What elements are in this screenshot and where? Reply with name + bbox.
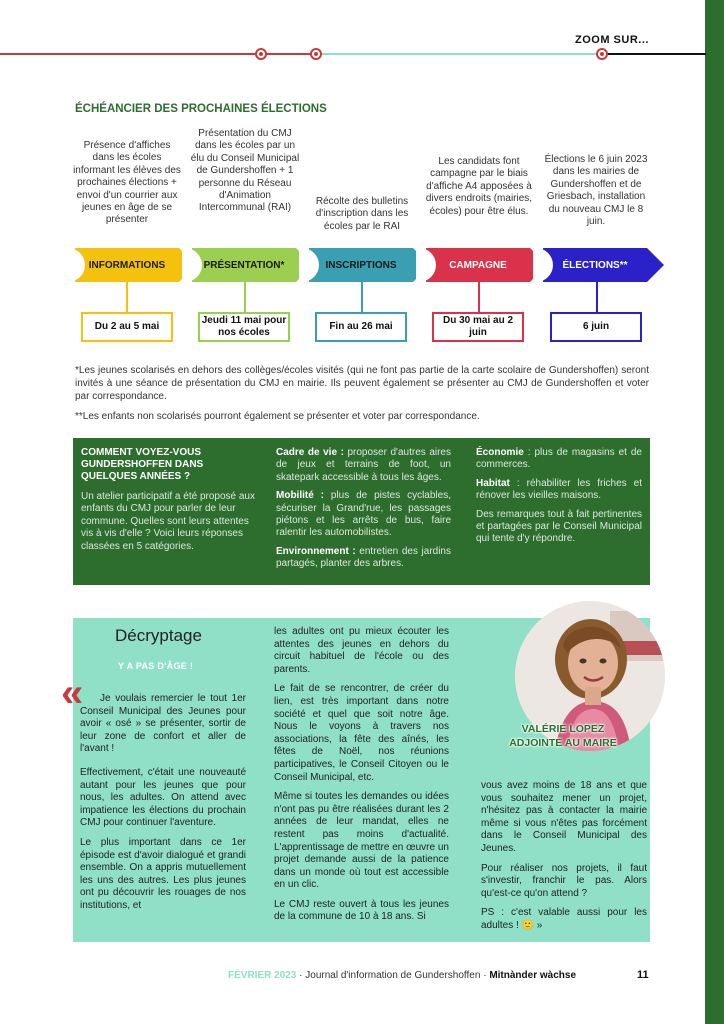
decryptage-column-3 — [481, 780, 647, 940]
step-arrow-inscriptions — [309, 248, 413, 282]
survey-item — [276, 447, 451, 484]
connector-line — [596, 282, 598, 312]
survey-item-text: proposer d'autres aires de jeux et terrains de foot, un skatepark accessible à tous les âges. — [276, 447, 451, 483]
connector-line — [478, 282, 480, 312]
schedule-title: ÉCHÉANCIER DES PROCHAINES ÉLECTIONS — [75, 103, 327, 115]
step-arrow-campagne — [426, 248, 530, 282]
survey-intro: Un atelier participatif a été proposé aux enfants du CMJ pour parler de leur commune. Quelles sont leurs attentes vis à vis d'elle ? Voici leurs réponses classées en 5 catégories. — [81, 491, 255, 552]
survey-item-label: Mobilité : — [276, 490, 324, 502]
author-role: ADJOINTE AU MAIRE — [509, 737, 617, 749]
step-arrow-elections — [543, 248, 647, 282]
survey-item — [476, 447, 642, 472]
step-date: Jeudi 11 mai pour nos écoles — [198, 312, 290, 342]
paragraph: Effectivement, c'était une nouveauté autant pour les jeunes que pour nous, les adultes. On attend avec impatience les élections du prochain CMJ pour continuer l'aventure. — [80, 767, 246, 829]
decryptage-column-2 — [274, 626, 449, 931]
survey-item — [476, 478, 642, 503]
decryptage-subtitle: Y A PAS D'ÂGE ! — [118, 661, 194, 671]
connector-line — [126, 282, 128, 312]
step-date: Fin au 26 mai — [315, 312, 407, 342]
paragraph: Je voulais remercier le tout 1er Conseil Municipal des Jeunes pour avoir « osé » se présenter, sortir de leur zone de confort et aller de l'avant ! — [80, 693, 246, 755]
step-label: ÉLECTIONS** — [562, 259, 628, 271]
step-date: Du 30 mai au 2 juin — [432, 312, 524, 342]
step-label: PRÉSENTATION* — [203, 259, 285, 271]
paragraph: Le fait de se rencontrer, de créer du lien, est très important dans notre société et quel que soit notre âge. Nous le voyons à travers nos associations, la fête des aînés, les fêtes de Noël, nos réunions participatives, le Conseil Citoyen ou le Conseil Municipal, etc. — [274, 683, 449, 783]
step-description: Présentation du CMJ dans les écoles par un élu du Conseil Municipal de Gundershoffen + 1 personne du Réseau d'Animation Intercommunal (RAI) — [190, 128, 300, 214]
header-rule — [317, 53, 602, 55]
paragraph: les adultes ont pu mieux écouter les attentes des jeunes en dehors du circuit habituel de l'école ou des parents. — [274, 626, 449, 675]
survey-item-label: Environnement : — [276, 545, 356, 557]
rule-dot-icon — [310, 48, 322, 60]
survey-item — [276, 546, 451, 571]
author-name: VALÉRIE LOPEZ — [521, 723, 605, 735]
survey-box — [73, 438, 650, 585]
page-footer — [228, 970, 576, 981]
step-date: 6 juin — [550, 312, 642, 342]
step-description: Récolte des bulletins d'inscription dans les écoles par le RAI — [315, 196, 409, 232]
rule-dot-icon — [596, 48, 608, 60]
footer-month: FÉVRIER 2023 — [228, 970, 297, 981]
connector-line — [244, 282, 246, 312]
survey-column — [476, 447, 642, 552]
paragraph: vous avez moins de 18 ans et que vous souhaitez mener un projet, n'hésitez pas à contacter la mairie même si vous n'êtes pas forcément dans le Conseil Municipal des Jeunes. — [481, 780, 647, 854]
author-caption — [498, 722, 628, 750]
arrow-notch — [416, 248, 436, 282]
paragraph: Le plus important dans ce 1er épisode est d'avoir dialogué et grandi ensemble. On a appris mutuellement les uns des autres. Les plus jeunes ont pu découvrir les rouages de nos institutions, et — [80, 836, 246, 911]
quote-open-icon: « — [61, 671, 78, 715]
decryptage-column-1 — [80, 693, 246, 763]
connector-line — [361, 282, 363, 312]
header-rule — [602, 53, 706, 55]
rule-dot-icon — [255, 48, 267, 60]
step-arrow-presentation — [192, 248, 296, 282]
survey-item — [276, 490, 451, 540]
header-rule — [262, 53, 317, 55]
arrow-notch — [65, 248, 85, 282]
step-description: Présence d'affiches dans les écoles informant les élèves des prochaines élections + envoi d'un courrier aux jeunes en âge de se présenter — [73, 140, 181, 226]
arrow-notch — [182, 248, 202, 282]
section-header: ZOOM SUR... — [575, 34, 649, 46]
survey-item-label: Cadre de vie : — [276, 447, 344, 458]
footnote-single-star: *Les jeunes scolarisés en dehors des collèges/écoles visités (qui ne font pas partie de la carte scolaire de Gundershoffen) seront invités à une séance de présentation du CMJ en mairie. Ils peuvent également se présenter au CMJ de Gundershoffen et voter par correspondance. — [75, 365, 649, 402]
survey-item-label: Économie — [476, 447, 524, 458]
header-rule — [0, 53, 262, 55]
paragraph: PS : c'est valable aussi pour les adultes ! 🙂 » — [481, 907, 647, 931]
step-label: INFORMATIONS — [88, 259, 166, 271]
step-date: Du 2 au 5 mai — [81, 312, 173, 342]
survey-item-text: : plus de magasins et de commerces. — [476, 447, 642, 471]
survey-item-label: Habitat — [476, 477, 510, 489]
survey-item-text: plus de pistes cyclables, sécuriser la Grand'rue, les passages piétons et les arrêts de bus, faire ralentir les automobilistes. — [276, 490, 451, 539]
decryptage-column-1b — [80, 767, 246, 920]
survey-closing: Des remarques tout à fait pertinentes et partagées par le Conseil Municipal qui tente d'y répondre. — [476, 508, 642, 545]
step-label: INSCRIPTIONS — [325, 259, 397, 271]
survey-item-text: entretien des jardins partagés, planter des arbres. — [276, 545, 451, 570]
decryptage-title: Décryptage — [115, 626, 202, 645]
paragraph: Même si toutes les demandes ou idées n'ont pas pu être réalisées durant les 2 années de leur mandat, elles ne restent pas moins d'actualité. L'apprentissage de mettre en œuvre un projet demande aussi de la patience dans un monde où tout est accessible en un clic. — [274, 791, 449, 891]
step-label: CAMPAGNE — [449, 259, 507, 271]
footnote-double-star: **Les enfants non scolarisés pourront également se présenter et voter par correspondance. — [75, 411, 480, 422]
arrow-notch — [533, 248, 553, 282]
survey-item-text: : réhabiliter les friches et rénover les vieilles maisons. — [476, 477, 642, 502]
step-description: Les candidats font campagne par le biais d'affiche A4 apposées à divers endroits (mairies, écoles) pour être élus. — [425, 156, 533, 217]
step-description: Élections le 6 juin 2023 dans les mairies de Gundershoffen et de Griesbach, installation du nouveau CMJ le 8 juin. — [544, 154, 648, 228]
survey-column — [276, 447, 451, 577]
survey-title: COMMENT VOYEZ-VOUS GUNDERSHOFFEN DANS QUELQUES ANNÉES ? — [81, 447, 204, 482]
page-number: 11 — [637, 969, 649, 981]
arrow-tip — [647, 248, 664, 282]
footer-motto: Mitnànder wàchse — [489, 970, 577, 981]
paragraph: Le CMJ reste ouvert à tous les jeunes de la commune de 10 à 18 ans. Si — [274, 898, 449, 923]
paragraph: Pour réaliser nos projets, il faut s'investir, franchir le pas. Alors qu'est-ce qu'on attend ? — [481, 862, 647, 899]
arrow-notch — [299, 248, 319, 282]
step-arrow-informations — [75, 248, 179, 282]
footer-journal: · Journal d'information de Gundershoffen · — [296, 970, 490, 981]
page-edge-bar — [705, 0, 724, 1024]
